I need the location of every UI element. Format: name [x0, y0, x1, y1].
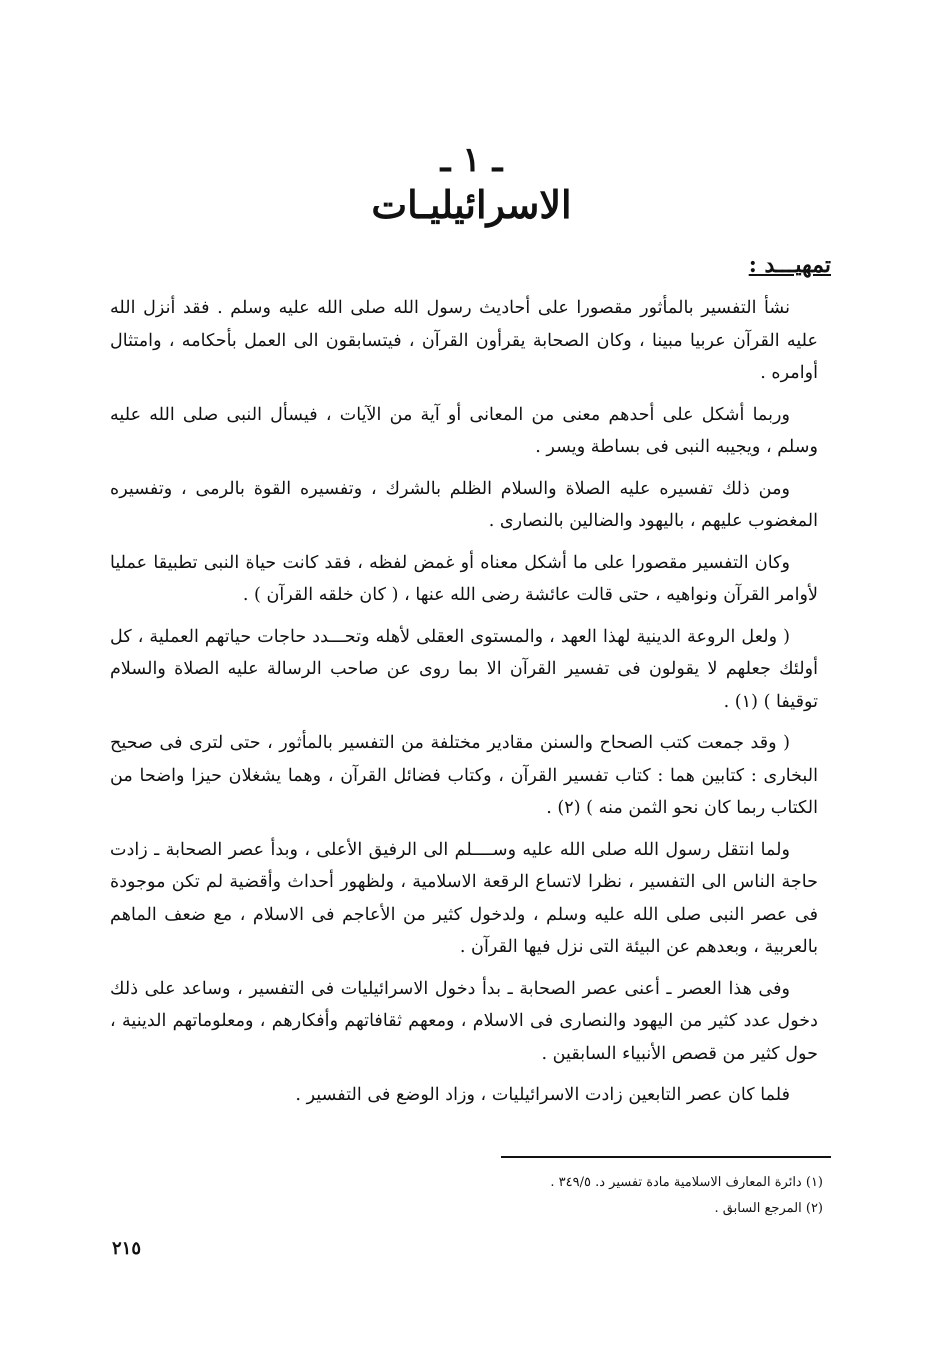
paragraph: وكان التفسير مقصورا على ما أشكل معناه أو غمض لفظه ، فقد كانت حياة النبى تطبيقا عمليا لأوامر القرآن ونواهيه ، حتى قالت عائشة رضى الله عنها ، ( كان خلقه القرآن ) . [110, 552, 818, 605]
paragraph: ( وقد جمعت كتب الصحاح والسنن مقادير مختلفة من التفسير بالمأثور ، حتى لترى فى صحيح البخارى : كتابين هما : كتاب تفسير القرآن ، وكتاب فضائل القرآن ، وهما يشغلان حيزا واضحا من الكتاب ربما كان نحو الثمن منه ) (٢) . [110, 733, 818, 818]
chapter-title: الاسرائيليـات [371, 182, 572, 227]
page-number: ٢١٥ [112, 1238, 142, 1259]
paragraph: وربما أشكل على أحدهم معنى من المعانى أو آية من الآيات ، فيسأل النبى صلى الله عليه وسلم ، ويجيبه النبى فى بساطة ويسر . [110, 404, 818, 457]
paragraph: وفى هذا العصر ـ أعنى عصر الصحابة ـ بدأ دخول الاسرائيليات فى التفسير ، وساعد على ذلك دخول عدد كثير من اليهود والنصارى فى الاسلام ، ومعهم ثقافاتهم وأفكارهم ، ومعلوماتهم الدينية ، حول كثير من قصص الأنبياء السابقين . [110, 978, 818, 1064]
paragraph: ( ولعل الروعة الدينية لهذا العهد ، والمستوى العقلى لأهله وتحـــدد حاجات حياتهم العملية ، كل أولئك جعلهم لا يقولون فى تفسير القرآن الا بما روى عن صاحب الرسالة عليه الصلاة والسلام توقيفا ) (١) . [110, 626, 818, 712]
paragraph: ولما انتقل رسول الله صلى الله عليه وســــلم الى الرفيق الأعلى ، وبدأ عصر الصحابة ـ زادت حاجة الناس الى التفسير ، نظرا لاتساع الرقعة الاسلامية ، ولظهور أحداث وأقضية لم تكن موجودة فى عصر النبى صلى الله عليه وسلم ، ولدخول كثير من الأعاجم فى الاسلام ، مع ضعف الماهم بالعربية ، وبعدهم عن البيئة التى نزل فيها القرآن . [110, 839, 818, 957]
footnote: (٢) المرجع السابق . [714, 1201, 823, 1216]
paragraph: نشأ التفسير بالمأثور مقصورا على أحاديث رسول الله صلى الله عليه وسلم . فقد أنزل الله عليه القرآن عربيا مبينا ، وكان الصحابة يقرأون القرآن ، فيتسابقون الى العمل بأحكامه ، وامتثال أوامره . [110, 298, 818, 383]
footnote-divider [501, 1156, 831, 1158]
paragraph: فلما كان عصر التابعين زادت الاسرائيليات ، وزاد الوضع فى التفسير . [295, 1085, 790, 1105]
footnotes [403, 1170, 823, 1222]
section-heading: تمهيـــد : [748, 252, 831, 278]
chapter-number: ـ ١ ـ [440, 140, 503, 180]
footnote: (١) دائرة المعارف الاسلامية مادة تفسير د. ٣٤٩/٥ . [550, 1175, 823, 1190]
paragraph: ومن ذلك تفسيره عليه الصلاة والسلام الظلم بالشرك ، وتفسيره القوة بالرمى ، وتفسيره المغضوب عليهم ، باليهود والضالين بالنصارى . [110, 478, 818, 531]
body-text [110, 292, 818, 1121]
